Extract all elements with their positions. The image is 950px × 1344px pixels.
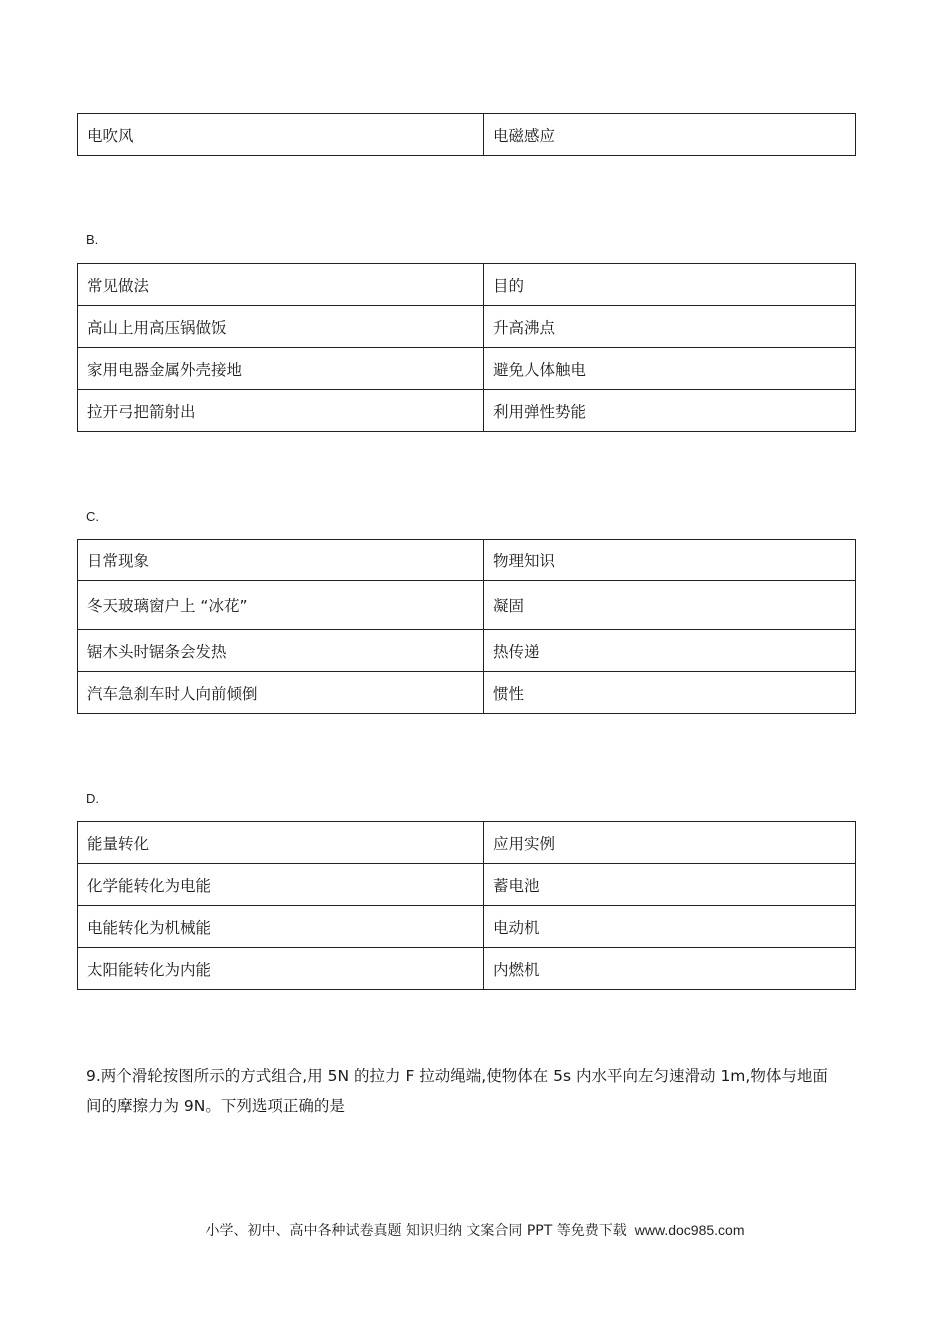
table-header-cell: 能量转化 xyxy=(78,822,484,864)
table-cell: 升高沸点 xyxy=(484,306,856,348)
table-cell: 高山上用高压锅做饭 xyxy=(78,306,484,348)
table-header-cell: 目的 xyxy=(484,264,856,306)
table-cell: 拉开弓把箭射出 xyxy=(78,390,484,432)
table-cell: 电吹风 xyxy=(78,114,484,156)
table-cell: 电动机 xyxy=(484,906,856,948)
footer-url[interactable]: www.doc985.com xyxy=(634,1222,745,1238)
table-cell: 太阳能转化为内能 xyxy=(78,948,484,990)
table-header-row xyxy=(78,264,856,306)
table-row xyxy=(78,672,856,714)
option-b-label: B. xyxy=(86,232,99,247)
table-row xyxy=(78,581,856,630)
table-cell: 利用弹性势能 xyxy=(484,390,856,432)
table-header-cell: 日常现象 xyxy=(78,540,484,581)
table-cell: 电磁感应 xyxy=(484,114,856,156)
table-cell: 热传递 xyxy=(484,630,856,672)
option-c-label: C. xyxy=(86,509,99,524)
table-row xyxy=(78,348,856,390)
table-header-cell: 应用实例 xyxy=(484,822,856,864)
table-cell: 汽车急刹车时人向前倾倒 xyxy=(78,672,484,714)
table-cell: 锯木头时锯条会发热 xyxy=(78,630,484,672)
option-d-label: D. xyxy=(86,791,99,806)
table-row xyxy=(78,864,856,906)
table-header-row xyxy=(78,540,856,581)
table-row xyxy=(78,948,856,990)
question-9-line-2: 间的摩擦力为 9N。下列选项正确的是 xyxy=(86,1097,345,1115)
option-c-table xyxy=(77,539,856,714)
table-header-cell: 常见做法 xyxy=(78,264,484,306)
table-cell: 避免人体触电 xyxy=(484,348,856,390)
table-header-row xyxy=(78,822,856,864)
table-cell: 蓄电池 xyxy=(484,864,856,906)
option-d-table xyxy=(77,821,856,990)
table-cell: 化学能转化为电能 xyxy=(78,864,484,906)
table-row xyxy=(78,630,856,672)
table-cell: 冬天玻璃窗户上 “冰花” xyxy=(78,581,484,630)
option-a-table-tail xyxy=(77,113,856,156)
table-row xyxy=(78,114,856,156)
question-9-line-1: 9.两个滑轮按图所示的方式组合,用 5N 的拉力 F 拉动绳端,使物体在 5s 内水平向左匀速滑动 1m,物体与地面 xyxy=(86,1067,828,1085)
table-cell: 电能转化为机械能 xyxy=(78,906,484,948)
table-cell: 凝固 xyxy=(484,581,856,630)
table-cell: 惯性 xyxy=(484,672,856,714)
table-row xyxy=(78,390,856,432)
option-b-table xyxy=(77,263,856,432)
table-cell: 内燃机 xyxy=(484,948,856,990)
table-row xyxy=(78,906,856,948)
question-9 xyxy=(86,1061,861,1121)
table-cell: 家用电器金属外壳接地 xyxy=(78,348,484,390)
table-row xyxy=(78,306,856,348)
page-footer xyxy=(0,1220,950,1240)
table-header-cell: 物理知识 xyxy=(484,540,856,581)
footer-text: 小学、初中、高中各种试卷真题 知识归纳 文案合同 PPT 等免费下载 xyxy=(205,1223,627,1239)
